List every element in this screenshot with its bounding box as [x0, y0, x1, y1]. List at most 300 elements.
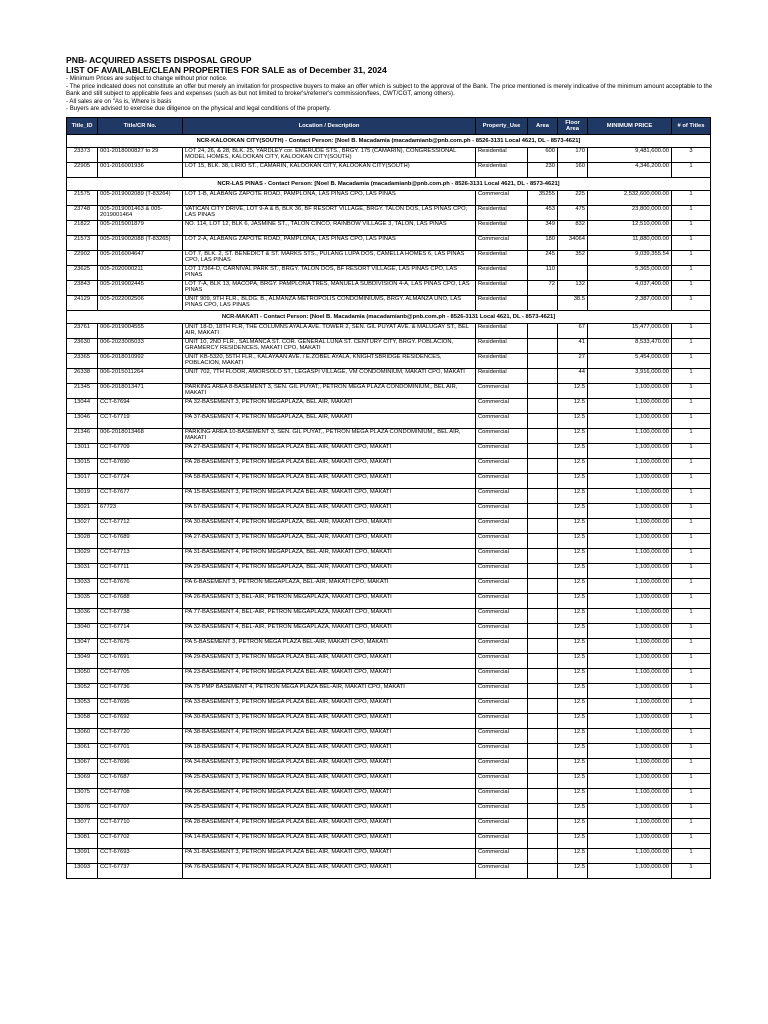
cell-property-use: Commercial	[476, 699, 528, 714]
note-4: - Buyers are advised to exercise due diligence on the physical and legal conditions of the property.	[66, 105, 331, 112]
cell-num-titles: 1	[672, 684, 711, 699]
cell-num-titles: 1	[672, 729, 711, 744]
cell-num-titles: 1	[672, 339, 711, 354]
cell-location: PA 38-BASEMENT 4, PETRON MEGA PLAZA BEL-AIR, MAKATI CPO, MAKATI	[183, 729, 476, 744]
cell-location: PA 28-BASEMENT 3, PETRON MEGA PLAZA BEL-AIR, MAKATI CPO, MAKATI	[183, 459, 476, 474]
cell-floor-area: 12.5	[558, 594, 588, 609]
cell-minimum-price: 12,510,000.00	[588, 221, 672, 236]
cell-property-use: Commercial	[476, 519, 528, 534]
cell-title-cr-no: CCT-67713	[98, 549, 183, 564]
cell-title-id: 23365	[67, 354, 98, 369]
cell-num-titles: 1	[672, 594, 711, 609]
cell-floor-area: 12.5	[558, 504, 588, 519]
cell-num-titles: 1	[672, 281, 711, 296]
cell-location: PA 5-BASEMENT 3, PETRON MEGA PLAZA BEL-AIR, MAKATI CPO, MAKATI	[183, 639, 476, 654]
cell-title-cr-no: CCT-67693	[98, 849, 183, 864]
cell-minimum-price: 1,100,000.00	[588, 714, 672, 729]
cell-property-use: Commercial	[476, 639, 528, 654]
cell-floor-area: 12.5	[558, 624, 588, 639]
cell-title-cr-no: 006-2023005033	[98, 339, 183, 354]
table-row	[67, 624, 711, 639]
cell-area	[528, 369, 558, 384]
cell-title-id: 22902	[67, 251, 98, 266]
table-row	[67, 549, 711, 564]
document-title: PNB- ACQUIRED ASSETS DISPOSAL GROUP	[66, 55, 252, 65]
cell-minimum-price: 1,100,000.00	[588, 849, 672, 864]
cell-title-cr-no: 67723	[98, 504, 183, 519]
document-subtitle: LIST OF AVAILABLE/CLEAN PROPERTIES FOR SALE as of December 31, 2024	[66, 65, 387, 75]
table-row	[67, 744, 711, 759]
cell-minimum-price: 1,100,000.00	[588, 444, 672, 459]
cell-title-cr-no: 006-2019004555	[98, 324, 183, 339]
cell-location: PA 34-BASEMENT 3, PETRON MEGA PLAZA BEL-AIR, MAKATI CPO, MAKATI	[183, 759, 476, 774]
cell-location: UNIT 702, 7TH FLOOR, AMORSOLO ST., LEGASPI VILLAGE, VM CONDOMINIUM, MAKATI CPO, MAKATI	[183, 369, 476, 384]
cell-title-cr-no: CCT-67687	[98, 774, 183, 789]
cell-title-id: 13091	[67, 849, 98, 864]
cell-title-cr-no: 005-2019001463 & 005-2019001464	[98, 206, 183, 221]
cell-num-titles: 1	[672, 163, 711, 178]
cell-minimum-price: 4,037,400.00	[588, 281, 672, 296]
properties-table	[66, 117, 711, 879]
table-row	[67, 429, 711, 444]
cell-num-titles: 1	[672, 221, 711, 236]
cell-area	[528, 429, 558, 444]
column-header-minimum-price: MINIMUM PRICE	[588, 118, 672, 135]
cell-num-titles: 1	[672, 549, 711, 564]
cell-floor-area: 12.5	[558, 549, 588, 564]
section-heading: NCR-LAS PINAS - Contact Person: [Noel B. Macadamia (macadamianb@pnb.com.ph - 8526-3131 Local 4621, DL - 8573-4621]	[67, 178, 711, 191]
note-1: - Minimum Prices are subject to change without prior notice.	[66, 75, 228, 82]
cell-area	[528, 519, 558, 534]
cell-area: 453	[528, 206, 558, 221]
cell-minimum-price: 11,880,000.00	[588, 236, 672, 251]
cell-floor-area: 12.5	[558, 774, 588, 789]
cell-floor-area: 12.5	[558, 519, 588, 534]
document-header	[66, 55, 716, 113]
cell-floor-area: 12.5	[558, 564, 588, 579]
cell-property-use: Commercial	[476, 669, 528, 684]
cell-area	[528, 489, 558, 504]
cell-floor-area: 170	[558, 148, 588, 163]
table-row	[67, 759, 711, 774]
cell-title-id: 13033	[67, 579, 98, 594]
cell-area: 110	[528, 266, 558, 281]
table-row	[67, 519, 711, 534]
cell-property-use: Commercial	[476, 534, 528, 549]
cell-title-cr-no: CCT-67719	[98, 414, 183, 429]
cell-location: PA 57-BASEMENT 4, PETRON MEGA PLAZA BEL-AIR, MAKATI CPO, MAKATI	[183, 504, 476, 519]
cell-property-use: Residential	[476, 163, 528, 178]
cell-location: UNIT 18-D, 18TH FLR, THE COLUMNS AYALA AVE. TOWER 2, SEN. GIL PUYAT AVE. & MALUGAY ST., BEL AIR, MAKATI	[183, 324, 476, 339]
cell-location: PA 15-BASEMENT 3, PETRON MEGA PLAZA BEL-AIR, MAKATI CPO, MAKATI	[183, 489, 476, 504]
cell-minimum-price: 1,100,000.00	[588, 519, 672, 534]
cell-floor-area: 38.5	[558, 296, 588, 311]
cell-location: UNIT 909, 9TH FLR., BLDG. B., ALMANZA METROPOLIS CONDOMINIUMS, BRGY. ALMANZA UNO, LAS PINAS CPO, LAS PINAS	[183, 296, 476, 311]
cell-num-titles: 1	[672, 519, 711, 534]
cell-location: PA 33-BASEMENT 3, PETRON MEGA PLAZA BEL-AIR, MAKATI CPO, MAKATI	[183, 699, 476, 714]
cell-area	[528, 834, 558, 849]
column-header-area: Area	[528, 118, 558, 135]
cell-num-titles: 1	[672, 444, 711, 459]
cell-minimum-price: 2,387,000.00	[588, 296, 672, 311]
cell-num-titles: 1	[672, 804, 711, 819]
cell-floor-area: 12.5	[558, 579, 588, 594]
cell-area	[528, 624, 558, 639]
cell-title-id: 13053	[67, 699, 98, 714]
cell-property-use: Residential	[476, 221, 528, 236]
cell-num-titles: 1	[672, 639, 711, 654]
column-header-floor-area: Floor Area	[558, 118, 588, 135]
table-row	[67, 339, 711, 354]
cell-area	[528, 414, 558, 429]
cell-title-cr-no: CCT-67736	[98, 684, 183, 699]
cell-location: LOT 15, BLK. 38, LIRIO ST., CAMARIN, KALOOKAN CITY, KALOOKAN CITY(SOUTH)	[183, 163, 476, 178]
cell-property-use: Commercial	[476, 834, 528, 849]
cell-num-titles: 1	[672, 206, 711, 221]
cell-property-use: Commercial	[476, 399, 528, 414]
cell-title-id: 13076	[67, 804, 98, 819]
cell-location: LOT 2-A, ALABANG ZAPOTE ROAD, PAMPLONA, LAS PINAS CPO, LAS PINAS	[183, 236, 476, 251]
cell-property-use: Residential	[476, 281, 528, 296]
cell-minimum-price: 1,100,000.00	[588, 834, 672, 849]
cell-property-use: Commercial	[476, 594, 528, 609]
cell-floor-area: 12.5	[558, 459, 588, 474]
cell-area: 35255	[528, 191, 558, 206]
cell-num-titles: 1	[672, 849, 711, 864]
cell-title-id: 13093	[67, 864, 98, 879]
cell-title-id: 13081	[67, 834, 98, 849]
cell-title-cr-no: CCT-67692	[98, 714, 183, 729]
cell-minimum-price: 4,346,200.00	[588, 163, 672, 178]
cell-location: UNIT 10, 2ND FLR., SALMANCA ST. COR. GENERAL LUNA ST. CENTURY CITY, BRGY. POBLACION, GRAMERCY RESIDENCES, MAKATI CPO, MAKATI	[183, 339, 476, 354]
cell-num-titles: 1	[672, 699, 711, 714]
table-row	[67, 579, 711, 594]
cell-area	[528, 639, 558, 654]
cell-title-id: 13040	[67, 624, 98, 639]
cell-area	[528, 864, 558, 879]
cell-location: NO. 114, LOT 12, BLK 6, JASMINE ST.,, TALON CINCO, RAINBOW VILLAGE 3, TALON, LAS PINAS	[183, 221, 476, 236]
table-row	[67, 251, 711, 266]
cell-title-cr-no: CCT-67737	[98, 864, 183, 879]
cell-title-cr-no: CCT-67694	[98, 399, 183, 414]
cell-title-id: 23843	[67, 281, 98, 296]
cell-title-cr-no: CCT-67696	[98, 759, 183, 774]
cell-num-titles: 1	[672, 459, 711, 474]
cell-title-id: 21346	[67, 429, 98, 444]
cell-num-titles: 1	[672, 654, 711, 669]
cell-floor-area: 832	[558, 221, 588, 236]
cell-area	[528, 609, 558, 624]
cell-minimum-price: 1,100,000.00	[588, 624, 672, 639]
cell-location: PA 25-BASEMENT 4, PETRON MEGA PLAZA BEL-AIR, MAKATI CPO, MAKATI	[183, 804, 476, 819]
cell-area	[528, 774, 558, 789]
cell-floor-area: 12.5	[558, 804, 588, 819]
table-row	[67, 849, 711, 864]
cell-location: LOT 7-A, BLK 13, MACOPA, BRGY. PAMPLONA TRES, MANUELA SUBDIVISION 4-A, LAS PINAS CPO, LAS PINAS	[183, 281, 476, 296]
table-row	[67, 684, 711, 699]
cell-floor-area: 12.5	[558, 789, 588, 804]
cell-num-titles: 1	[672, 504, 711, 519]
cell-location: PA 37-BASEMENT 4, PETRON MEGAPLAZA, BEL AIR, MAKATI	[183, 414, 476, 429]
cell-num-titles: 1	[672, 819, 711, 834]
cell-title-cr-no: CCT-67711	[98, 564, 183, 579]
cell-location: PA 31-BASEMENT 4, PETRON MEGAPLAZA, BEL-AIR, MAKATI CPO, MAKATI	[183, 549, 476, 564]
cell-title-cr-no: CCT-67720	[98, 729, 183, 744]
cell-minimum-price: 23,800,000.00	[588, 206, 672, 221]
cell-location: PA 25-BASEMENT 3, PETRON MEGA PLAZA BEL-AIR, MAKATI CPO, MAKATI	[183, 774, 476, 789]
cell-title-cr-no: 006-2018010992	[98, 354, 183, 369]
cell-property-use: Commercial	[476, 474, 528, 489]
cell-minimum-price: 1,100,000.00	[588, 684, 672, 699]
cell-property-use: Residential	[476, 369, 528, 384]
cell-minimum-price: 1,100,000.00	[588, 774, 672, 789]
cell-area	[528, 296, 558, 311]
table-row	[67, 206, 711, 221]
cell-num-titles: 1	[672, 251, 711, 266]
cell-property-use: Commercial	[476, 564, 528, 579]
cell-location: PA 32-BASEMENT 4, BEL-AIR, PETRON MEGAPLAZA, MAKATI CPO, MAKATI	[183, 624, 476, 639]
cell-property-use: Commercial	[476, 759, 528, 774]
table-row	[67, 369, 711, 384]
cell-minimum-price: 1,100,000.00	[588, 699, 672, 714]
cell-num-titles: 1	[672, 429, 711, 444]
table-row	[67, 354, 711, 369]
cell-num-titles: 1	[672, 296, 711, 311]
cell-property-use: Commercial	[476, 789, 528, 804]
column-header-title-cr-no: Title/CR No.	[98, 118, 183, 135]
table-row	[67, 414, 711, 429]
cell-num-titles: 1	[672, 624, 711, 639]
cell-property-use: Residential	[476, 206, 528, 221]
cell-title-id: 23630	[67, 339, 98, 354]
cell-minimum-price: 1,100,000.00	[588, 534, 672, 549]
cell-floor-area: 12.5	[558, 444, 588, 459]
section-heading: NCR-MAKATI - Contact Person: [Noel B. Macadamia (macadamianb@pnb.com.ph - 8526-3131 Local 4621, DL - 8573-4621]	[67, 311, 711, 324]
table-row	[67, 474, 711, 489]
note-2: - The price indicated does not constitute an offer but merely an invitation for prospective buyers to make an offer which is subject to the approval of the Bank. The price mentioned is merely indicative of the minimum amount acceptable to the Bank and still subject to applicable fees and expenses (such as but not limited to broker's/referrer's commission/fees, CWT/CGT, among others).	[66, 82, 713, 97]
cell-minimum-price: 2,532,600,000.00	[588, 191, 672, 206]
cell-title-id: 13021	[67, 504, 98, 519]
table-row	[67, 296, 711, 311]
table-row	[67, 564, 711, 579]
cell-floor-area: 12.5	[558, 714, 588, 729]
cell-area	[528, 399, 558, 414]
cell-area	[528, 339, 558, 354]
cell-location: PA 14-BASEMENT 4, PETRON MEGA PLAZA BEL-AIR, MAKATI CPO, MAKATI	[183, 834, 476, 849]
cell-floor-area: 352	[558, 251, 588, 266]
table-row	[67, 654, 711, 669]
cell-area	[528, 534, 558, 549]
cell-area: 349	[528, 221, 558, 236]
cell-num-titles: 1	[672, 564, 711, 579]
cell-floor-area: 12.5	[558, 699, 588, 714]
cell-title-id: 13067	[67, 759, 98, 774]
cell-minimum-price: 1,100,000.00	[588, 504, 672, 519]
cell-num-titles: 1	[672, 266, 711, 281]
column-header-title-id: Title_ID	[67, 118, 98, 135]
cell-area	[528, 729, 558, 744]
table-row	[67, 163, 711, 178]
cell-minimum-price: 9,039,355.54	[588, 251, 672, 266]
cell-title-cr-no: CCT-67677	[98, 489, 183, 504]
cell-num-titles: 1	[672, 324, 711, 339]
cell-minimum-price: 1,100,000.00	[588, 489, 672, 504]
cell-num-titles: 1	[672, 474, 711, 489]
cell-property-use: Commercial	[476, 191, 528, 206]
cell-title-id: 23748	[67, 206, 98, 221]
cell-area	[528, 564, 558, 579]
cell-minimum-price: 1,100,000.00	[588, 459, 672, 474]
table-row	[67, 669, 711, 684]
cell-location: PA 29-BASEMENT 4, PETRON MEGAPLAZA, BEL-AIR, MAKATI CPO, MAKATI	[183, 564, 476, 579]
cell-title-cr-no: 006-2018013468	[98, 429, 183, 444]
cell-num-titles: 1	[672, 489, 711, 504]
cell-property-use: Residential	[476, 324, 528, 339]
cell-minimum-price: 8,533,470.00	[588, 339, 672, 354]
cell-area	[528, 819, 558, 834]
cell-location: PARKING AREA 10-BASEMENT 3, SEN. GIL PUYAT,, PETRON MEGA PLAZA CONDOMINIUM,, BEL AIR, MAKATI	[183, 429, 476, 444]
cell-property-use: Residential	[476, 339, 528, 354]
cell-title-cr-no: 001-2016001936	[98, 163, 183, 178]
cell-title-id: 13029	[67, 549, 98, 564]
cell-location: PA 26-BASEMENT 3, BEL-AIR, PETRON MEGAPLAZA, MAKATI CPO, MAKATI	[183, 594, 476, 609]
cell-minimum-price: 1,100,000.00	[588, 669, 672, 684]
cell-title-cr-no: 001-2018000827 to 29	[98, 148, 183, 163]
cell-title-cr-no: 006-2015011264	[98, 369, 183, 384]
cell-floor-area: 12.5	[558, 684, 588, 699]
table-row	[67, 594, 711, 609]
section-heading-row	[67, 135, 711, 148]
cell-area	[528, 714, 558, 729]
cell-property-use: Commercial	[476, 819, 528, 834]
cell-floor-area: 12.5	[558, 759, 588, 774]
cell-minimum-price: 1,100,000.00	[588, 579, 672, 594]
cell-title-id: 13047	[67, 639, 98, 654]
table-row	[67, 504, 711, 519]
cell-title-id: 13027	[67, 519, 98, 534]
cell-minimum-price: 3,916,000.00	[588, 369, 672, 384]
cell-title-id: 24129	[67, 296, 98, 311]
cell-area	[528, 849, 558, 864]
cell-area	[528, 669, 558, 684]
cell-property-use: Commercial	[476, 429, 528, 444]
cell-title-cr-no: CCT-67695	[98, 699, 183, 714]
cell-title-id: 13069	[67, 774, 98, 789]
table-row	[67, 148, 711, 163]
cell-title-cr-no: 005-2019002089 (T-83264)	[98, 191, 183, 206]
cell-title-cr-no: CCT-67712	[98, 519, 183, 534]
cell-title-cr-no: 005-2020000211	[98, 266, 183, 281]
cell-floor-area: 12.5	[558, 399, 588, 414]
table-row	[67, 699, 711, 714]
cell-minimum-price: 1,100,000.00	[588, 474, 672, 489]
cell-minimum-price: 1,100,000.00	[588, 744, 672, 759]
cell-area: 180	[528, 236, 558, 251]
section-heading: NCR-KALOOKAN CITY(SOUTH) - Contact Person: [Noel B. Macadamia (macadamianb@pnb.com.ph - 8526-3131 Local 4621, DL - 8573-4621]	[67, 135, 711, 148]
cell-property-use: Commercial	[476, 654, 528, 669]
table-row	[67, 729, 711, 744]
cell-minimum-price: 1,100,000.00	[588, 549, 672, 564]
cell-title-id: 13050	[67, 669, 98, 684]
cell-title-cr-no: CCT-67691	[98, 654, 183, 669]
cell-title-id: 13049	[67, 654, 98, 669]
cell-floor-area: 12.5	[558, 534, 588, 549]
cell-title-id: 21822	[67, 221, 98, 236]
cell-title-cr-no: CCT-67688	[98, 594, 183, 609]
cell-area	[528, 804, 558, 819]
cell-area	[528, 474, 558, 489]
cell-num-titles: 1	[672, 399, 711, 414]
cell-title-cr-no: CCT-67701	[98, 744, 183, 759]
cell-floor-area: 44	[558, 369, 588, 384]
cell-floor-area: 12.5	[558, 729, 588, 744]
section-heading-row	[67, 311, 711, 324]
cell-area	[528, 384, 558, 399]
cell-num-titles: 1	[672, 714, 711, 729]
table-row	[67, 639, 711, 654]
cell-floor-area: 12.5	[558, 489, 588, 504]
cell-title-cr-no: 005-2015001879	[98, 221, 183, 236]
cell-title-id: 21345	[67, 384, 98, 399]
cell-title-cr-no: CCT-67714	[98, 624, 183, 639]
cell-title-id: 13052	[67, 684, 98, 699]
table-header-row	[67, 118, 711, 135]
cell-floor-area: 475	[558, 206, 588, 221]
cell-title-cr-no: CCT-67707	[98, 804, 183, 819]
cell-location: LOT 17364-D, CARNIVAL PARK ST., BRGY. TALON DOS, BF RESORT VILLAGE, LAS PINAS CPO, LAS PINAS	[183, 266, 476, 281]
cell-location: PA 28-BASEMENT 4, PETRON MEGA PLAZA BEL-AIR, MAKATI CPO, MAKATI	[183, 819, 476, 834]
cell-title-id: 22905	[67, 163, 98, 178]
cell-title-cr-no: 005-2019002445	[98, 281, 183, 296]
cell-title-id: 13075	[67, 789, 98, 804]
table-row	[67, 191, 711, 206]
cell-minimum-price: 5,454,000.00	[588, 354, 672, 369]
cell-title-cr-no: CCT-67738	[98, 609, 183, 624]
cell-minimum-price: 1,100,000.00	[588, 594, 672, 609]
cell-property-use: Commercial	[476, 849, 528, 864]
table-row	[67, 804, 711, 819]
column-header-num-titles: # of Titles	[672, 118, 711, 135]
cell-minimum-price: 1,100,000.00	[588, 729, 672, 744]
cell-minimum-price: 1,100,000.00	[588, 399, 672, 414]
cell-floor-area	[558, 266, 588, 281]
cell-location: PA 26-BASEMENT 4, PETRON MEGA PLAZA BEL-AIR, MAKATI CPO, MAKATI	[183, 789, 476, 804]
cell-area	[528, 594, 558, 609]
cell-floor-area: 12.5	[558, 834, 588, 849]
cell-title-cr-no: CCT-67709	[98, 444, 183, 459]
cell-minimum-price: 1,100,000.00	[588, 864, 672, 879]
cell-property-use: Commercial	[476, 504, 528, 519]
cell-minimum-price: 15,477,000.00	[588, 324, 672, 339]
cell-title-id: 13036	[67, 609, 98, 624]
cell-floor-area: 34064	[558, 236, 588, 251]
cell-floor-area: 12.5	[558, 819, 588, 834]
cell-location: PA 30-BASEMENT 3, PETRON MEGA PLAZA BEL-AIR, MAKATI CPO, MAKATI	[183, 714, 476, 729]
cell-area	[528, 654, 558, 669]
cell-location: PA 27-BASEMENT 4, PETRON MEGA PLAZA BEL-AIR, MAKATI CPO, MAKATI	[183, 444, 476, 459]
cell-area	[528, 549, 558, 564]
cell-location: VATICAN CITY DRIVE, LOT 9-A & B, BLK 36, BF RESORT VILLAGE, BRGY. TALON DOS, LAS PINAS CPO, LAS PINAS	[183, 206, 476, 221]
cell-floor-area: 12.5	[558, 474, 588, 489]
cell-location: PA 27-BASEMENT 3, PETRON MEGAPLAZA, BEL-AIR, MAKATI CPO, MAKATI	[183, 534, 476, 549]
cell-property-use: Commercial	[476, 414, 528, 429]
cell-area	[528, 444, 558, 459]
cell-property-use: Residential	[476, 148, 528, 163]
cell-title-cr-no: CCT-67690	[98, 459, 183, 474]
cell-title-cr-no: CCT-67689	[98, 534, 183, 549]
cell-title-cr-no: 005-2022002506	[98, 296, 183, 311]
table-row	[67, 819, 711, 834]
